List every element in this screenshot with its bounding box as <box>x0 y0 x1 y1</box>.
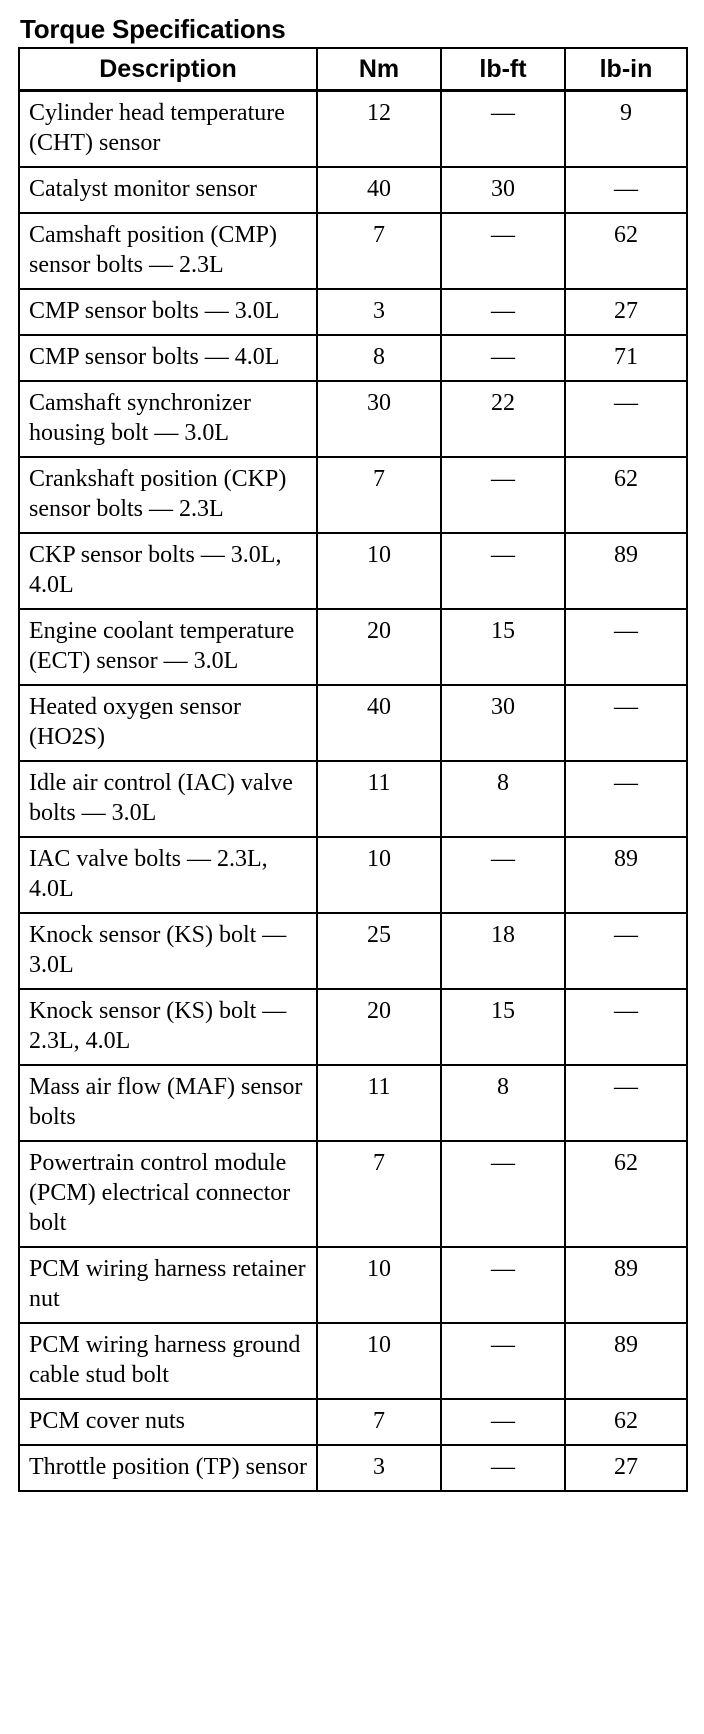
table-row <box>19 1247 687 1323</box>
cell-lb-in: 71 <box>565 335 687 381</box>
table-row <box>19 1323 687 1399</box>
cell-lb-in: 89 <box>565 533 687 609</box>
cell-nm: 3 <box>317 1445 441 1491</box>
cell-lb-ft: — <box>441 289 565 335</box>
cell-lb-ft: — <box>441 213 565 289</box>
cell-lb-in: 89 <box>565 1323 687 1399</box>
cell-lb-in: 62 <box>565 457 687 533</box>
cell-description: CMP sensor bolts — 3.0L <box>19 289 317 335</box>
cell-nm: 25 <box>317 913 441 989</box>
cell-nm: 10 <box>317 533 441 609</box>
cell-description: Engine coolant temperature (ECT) sensor — 3.0L <box>19 609 317 685</box>
cell-nm: 11 <box>317 761 441 837</box>
cell-lb-ft: — <box>441 1323 565 1399</box>
cell-description: Knock sensor (KS) bolt — 2.3L, 4.0L <box>19 989 317 1065</box>
cell-nm: 8 <box>317 335 441 381</box>
table-body <box>19 91 687 1492</box>
cell-description: Idle air control (IAC) valve bolts — 3.0L <box>19 761 317 837</box>
table-row <box>19 1065 687 1141</box>
header-lb-in: lb-in <box>565 48 687 91</box>
cell-nm: 10 <box>317 1323 441 1399</box>
cell-nm: 40 <box>317 167 441 213</box>
table-row <box>19 685 687 761</box>
cell-lb-ft: — <box>441 1141 565 1247</box>
table-row <box>19 457 687 533</box>
cell-lb-in: 62 <box>565 1399 687 1445</box>
table-row <box>19 289 687 335</box>
table-row <box>19 1445 687 1491</box>
header-description: Description <box>19 48 317 91</box>
cell-description: Heated oxygen sensor (HO2S) <box>19 685 317 761</box>
cell-lb-in: 62 <box>565 213 687 289</box>
cell-description: Crankshaft position (CKP) sensor bolts — 2.3L <box>19 457 317 533</box>
cell-lb-in: 27 <box>565 1445 687 1491</box>
table-row <box>19 989 687 1065</box>
cell-lb-in: 89 <box>565 1247 687 1323</box>
cell-description: Camshaft position (CMP) sensor bolts — 2.3L <box>19 213 317 289</box>
cell-description: CKP sensor bolts — 3.0L, 4.0L <box>19 533 317 609</box>
table-row <box>19 837 687 913</box>
cell-lb-in: — <box>565 609 687 685</box>
cell-lb-ft: — <box>441 533 565 609</box>
cell-lb-in: — <box>565 1065 687 1141</box>
cell-description: Throttle position (TP) sensor <box>19 1445 317 1491</box>
cell-nm: 20 <box>317 989 441 1065</box>
cell-description: PCM cover nuts <box>19 1399 317 1445</box>
cell-lb-ft: 8 <box>441 1065 565 1141</box>
cell-lb-in: 89 <box>565 837 687 913</box>
cell-lb-ft: — <box>441 91 565 168</box>
cell-lb-in: — <box>565 685 687 761</box>
header-row <box>19 48 687 91</box>
cell-lb-in: — <box>565 761 687 837</box>
cell-lb-ft: 18 <box>441 913 565 989</box>
cell-description: PCM wiring harness ground cable stud bolt <box>19 1323 317 1399</box>
table-row <box>19 91 687 168</box>
cell-lb-in: 9 <box>565 91 687 168</box>
cell-lb-ft: 15 <box>441 989 565 1065</box>
cell-description: PCM wiring harness retainer nut <box>19 1247 317 1323</box>
cell-nm: 7 <box>317 1141 441 1247</box>
cell-nm: 7 <box>317 1399 441 1445</box>
cell-lb-ft: 15 <box>441 609 565 685</box>
table-row <box>19 533 687 609</box>
cell-nm: 12 <box>317 91 441 168</box>
page-title: Torque Specifications <box>20 14 286 44</box>
cell-nm: 40 <box>317 685 441 761</box>
cell-lb-ft: — <box>441 1445 565 1491</box>
table-row <box>19 761 687 837</box>
cell-nm: 30 <box>317 381 441 457</box>
cell-lb-ft: 8 <box>441 761 565 837</box>
cell-nm: 11 <box>317 1065 441 1141</box>
table-row <box>19 335 687 381</box>
cell-description: Knock sensor (KS) bolt — 3.0L <box>19 913 317 989</box>
torque-spec-table <box>18 47 688 1492</box>
table-row <box>19 167 687 213</box>
cell-lb-ft: — <box>441 457 565 533</box>
cell-nm: 3 <box>317 289 441 335</box>
cell-description: Mass air flow (MAF) sensor bolts <box>19 1065 317 1141</box>
cell-lb-ft: — <box>441 837 565 913</box>
cell-nm: 7 <box>317 457 441 533</box>
header-nm: Nm <box>317 48 441 91</box>
cell-lb-ft: — <box>441 1247 565 1323</box>
table-row <box>19 913 687 989</box>
table-row <box>19 1399 687 1445</box>
cell-nm: 10 <box>317 1247 441 1323</box>
cell-description: CMP sensor bolts — 4.0L <box>19 335 317 381</box>
cell-lb-ft: 30 <box>441 685 565 761</box>
table-row <box>19 609 687 685</box>
cell-lb-ft: — <box>441 335 565 381</box>
cell-lb-ft: 22 <box>441 381 565 457</box>
cell-nm: 20 <box>317 609 441 685</box>
cell-description: Powertrain control module (PCM) electrical connector bolt <box>19 1141 317 1247</box>
cell-description: Cylinder head temperature (CHT) sensor <box>19 91 317 168</box>
cell-lb-in: — <box>565 381 687 457</box>
cell-description: IAC valve bolts — 2.3L, 4.0L <box>19 837 317 913</box>
table-row <box>19 381 687 457</box>
cell-nm: 7 <box>317 213 441 289</box>
cell-lb-ft: — <box>441 1399 565 1445</box>
cell-lb-in: — <box>565 167 687 213</box>
cell-nm: 10 <box>317 837 441 913</box>
cell-lb-in: 62 <box>565 1141 687 1247</box>
table-row <box>19 1141 687 1247</box>
cell-lb-in: 27 <box>565 289 687 335</box>
header-lb-ft: lb-ft <box>441 48 565 91</box>
cell-lb-in: — <box>565 913 687 989</box>
cell-description: Camshaft synchronizer housing bolt — 3.0L <box>19 381 317 457</box>
cell-description: Catalyst monitor sensor <box>19 167 317 213</box>
cell-lb-in: — <box>565 989 687 1065</box>
table-row <box>19 213 687 289</box>
cell-lb-ft: 30 <box>441 167 565 213</box>
